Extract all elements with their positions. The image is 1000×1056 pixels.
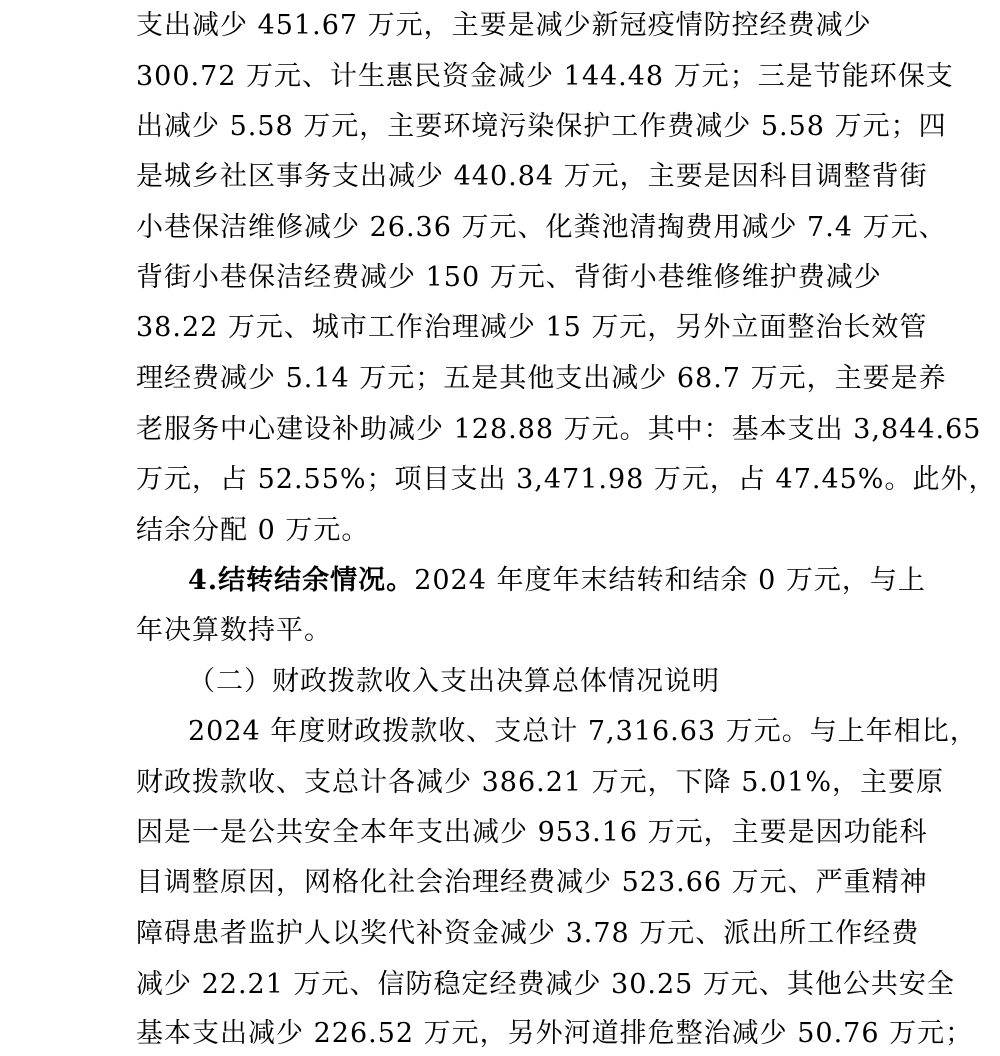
text-line: 目调整原因，网格化社会治理经费减少 523.66 万元、严重精神 [136,867,928,898]
section-4-title: 4.结转结余情况。 [188,565,415,596]
text-line: 2024 年度财政拨款收、支总计 7,316.63 万元。与上年相比， [188,716,978,747]
text-line: 因是一是公共安全本年支出减少 953.16 万元，主要是因功能科 [136,817,928,848]
text-line: 背街小巷保洁经费减少 150 万元、背街小巷维修维护费减少 [136,262,882,293]
text-line: 38.22 万元、城市工作治理减少 15 万元，另外立面整治长效管 [136,312,928,343]
text-line: 300.72 万元、计生惠民资金减少 144.48 万元；三是节能环保支 [136,61,954,92]
text-line: 基本支出减少 226.52 万元，另外河道排危整治减少 50.76 万元； [136,1018,974,1049]
section-heading: （二）财政拨款收入支出决算总体情况说明 [188,666,720,697]
text-line: 小巷保洁维修减少 26.36 万元、化粪池清掏费用减少 7.4 万元、 [136,212,947,243]
section-4-line-2: 年决算数持平。 [136,615,332,646]
section-4-line-1 [188,561,948,601]
text-line: 理经费减少 5.14 万元；五是其他支出减少 68.7 万元，主要是养 [136,363,947,394]
text-line: 财政拨款收、支总计各减少 386.21 万元，下降 5.01%，主要原 [136,767,944,798]
text-line: 出减少 5.58 万元，主要环境污染保护工作费减少 5.58 万元；四 [136,111,947,142]
text-line: 障碍患者监护人以奖代补资金减少 3.78 万元、派出所工作经费 [136,918,920,949]
text-line: 支出减少 451.67 万元，主要是减少新冠疫情防控经费减少 [136,10,872,41]
section-4-text: 2024 年度年末结转和结余 0 万元，与上 [414,565,926,596]
text-line: 结余分配 0 万元。 [136,515,370,546]
text-line: 万元，占 52.55%；项目支出 3,471.98 万元，占 47.45%。此外， [136,464,997,495]
text-line: 减少 22.21 万元、信防稳定经费减少 30.25 万元、其他公共安全 [136,969,955,1000]
text-line: 是城乡社区事务支出减少 440.84 万元，主要是因科目调整背街 [136,161,928,192]
text-line: 老服务中心建设补助减少 128.88 万元。其中：基本支出 3,844.65 [136,414,982,445]
